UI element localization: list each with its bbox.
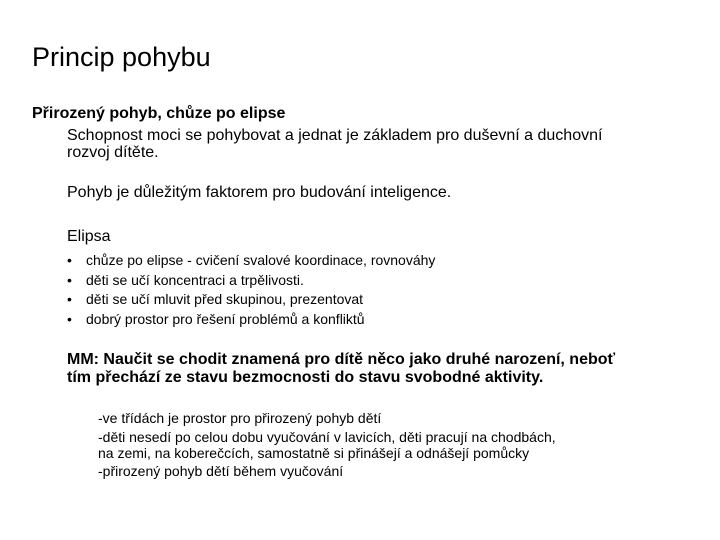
note-line: na zemi, na koberečcích, samostatně si přinášejí a odnášejí pomůcky	[98, 445, 530, 461]
subheading-elipsa: Elipsa	[67, 228, 111, 245]
bullet-item: • děti se učí koncentraci a trpělivosti.	[67, 271, 435, 291]
paragraph-movement-intelligence: Pohyb je důležitým faktorem pro budování inteligence.	[67, 184, 452, 201]
elipsa-bullet-list	[67, 251, 435, 329]
slide-title: Princip pohybu	[32, 42, 211, 72]
note-line: -děti nesedí po celou dobu vyučování v lavicích, děti pracují na chodbách,	[98, 429, 556, 445]
section-heading: Přirozený pohyb, chůze po elipse	[32, 105, 286, 122]
bullet-item: • chůze po elipse - cvičení svalové koordinace, rovnováhy	[67, 251, 435, 271]
mm-quote: MM: Naučit se chodit znamená pro dítě něco jako druhé narození, neboť tím přechází ze stavu bezmocnosti do stavu svobodné aktivity.	[67, 351, 616, 386]
note-line: -ve třídách je prostor pro přirozený pohyb dětí	[98, 410, 382, 426]
bullet-item: • děti se učí mluvit před skupinou, prezentovat	[67, 290, 435, 310]
paragraph-movement-foundation: Schopnost moci se pohybovat a jednat je základem pro duševní a duchovní rozvoj dítěte.	[67, 127, 603, 161]
note-line: -přirozený pohyb dětí během vyučování	[98, 463, 344, 479]
bullet-item: • dobrý prostor pro řešení problémů a konfliktů	[67, 310, 435, 330]
